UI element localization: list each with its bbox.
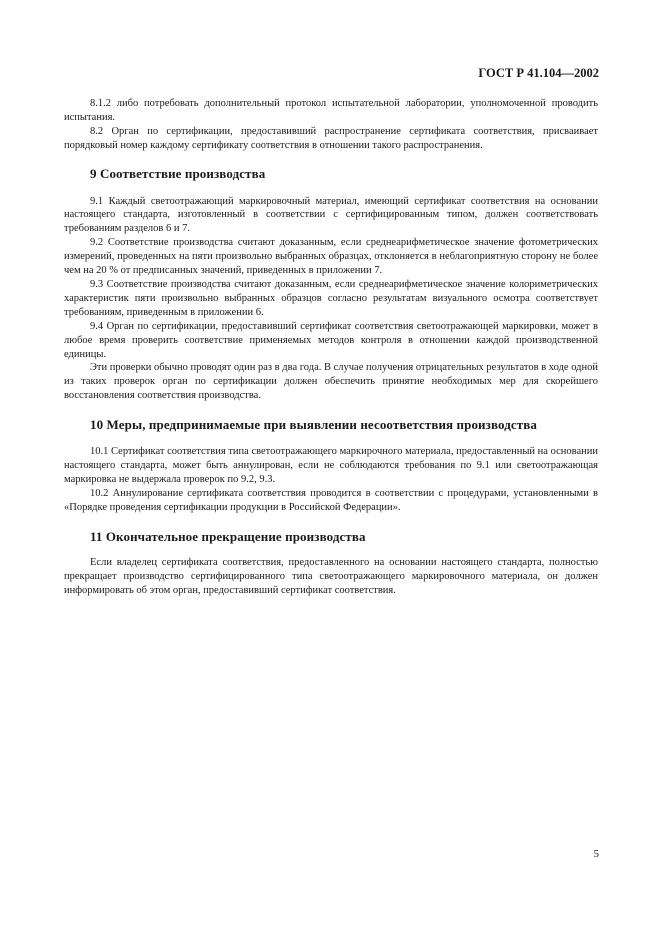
document-header: ГОСТ Р 41.104—2002 xyxy=(478,66,599,80)
paragraph-9-2: 9.2 Соответствие производства считают доказанным, если среднеарифметическое значение фотометрических измерений, проведенных на пяти произвольно выбранных образцах, отклоняется в неблагоприятную сторону не более чем на 20 % от предписанных значений, приведенных в приложении 7. xyxy=(64,237,598,277)
paragraph-9-4: 9.4 Орган по сертификации, предоставивший сертификат соответствия светоотражающей маркировки, может в любое время проверить соответствие применяемых методов контроля в отношении каждой производственной единицы. xyxy=(64,320,598,360)
paragraph-11: Если владелец сертификата соответствия, предоставленного на основании настоящего стандарта, полностью прекращает производство сертифицированного типа светоотражающего маркировочного материала, он должен информировать об этом орган, предоставивший сертификат соответствия. xyxy=(64,557,598,597)
document-body xyxy=(64,97,598,598)
paragraph-10-1: 10.1 Сертификат соответствия типа светоотражающего маркирочного материала, предоставленный на основании настоящего стандарта, может быть аннулирован, если не соблюдаются требования по 9.1 или светоотражающая маркировка не выдержала проверок по 9.2, 9.3. xyxy=(64,446,598,485)
paragraph-8-1-2: 8.1.2 либо потребовать дополнительный протокол испытательной лаборатории, уполномоченной проводить испытания. xyxy=(64,98,598,123)
paragraph-9-4-cont: Эти проверки обычно проводят один раз в два года. В случае получения отрицательных результатов в ходе одной из таких проверок орган по сертификации должен обеспечить принятие необходимых мер для скорейшего восстановления соответствия производства. xyxy=(64,362,598,402)
paragraph-8-2: 8.2 Орган по сертификации, предоставивший распространение сертификата соответствия, присваивает порядковый номер каждому сертификату соответствия в отношении такого распространения. xyxy=(64,125,598,151)
section-9-heading: 9 Соответствие производства xyxy=(90,165,266,181)
page-number: 5 xyxy=(593,848,599,860)
paragraph-9-3: 9.3 Соответствие производства считают доказанным, если среднеарифметическое значение колориметрических характеристик пяти произвольно выбранных образцов согласно результатам визуального осмотра соответствует требованиям, приведенным в приложении 6. xyxy=(64,278,598,318)
section-10-heading: 10 Меры, предпринимаемые при выявлении несоответствия производства xyxy=(90,417,537,433)
section-11-heading: 11 Окончательное прекращение производства xyxy=(90,528,366,544)
paragraph-10-2: 10.2 Аннулирование сертификата соответствия проводится в соответствии с процедурами, установленными в «Порядке проведения сертификации продукции в Российской Федерации». xyxy=(64,487,598,513)
paragraph-9-1: 9.1 Каждый светоотражающий маркировочный материал, имеющий сертификат соответствия на основании настоящего стандарта, изготовленный в соответствии с сертифицированным типом, должен соответствовать требованиям разделов 6 и 7. xyxy=(64,195,598,235)
